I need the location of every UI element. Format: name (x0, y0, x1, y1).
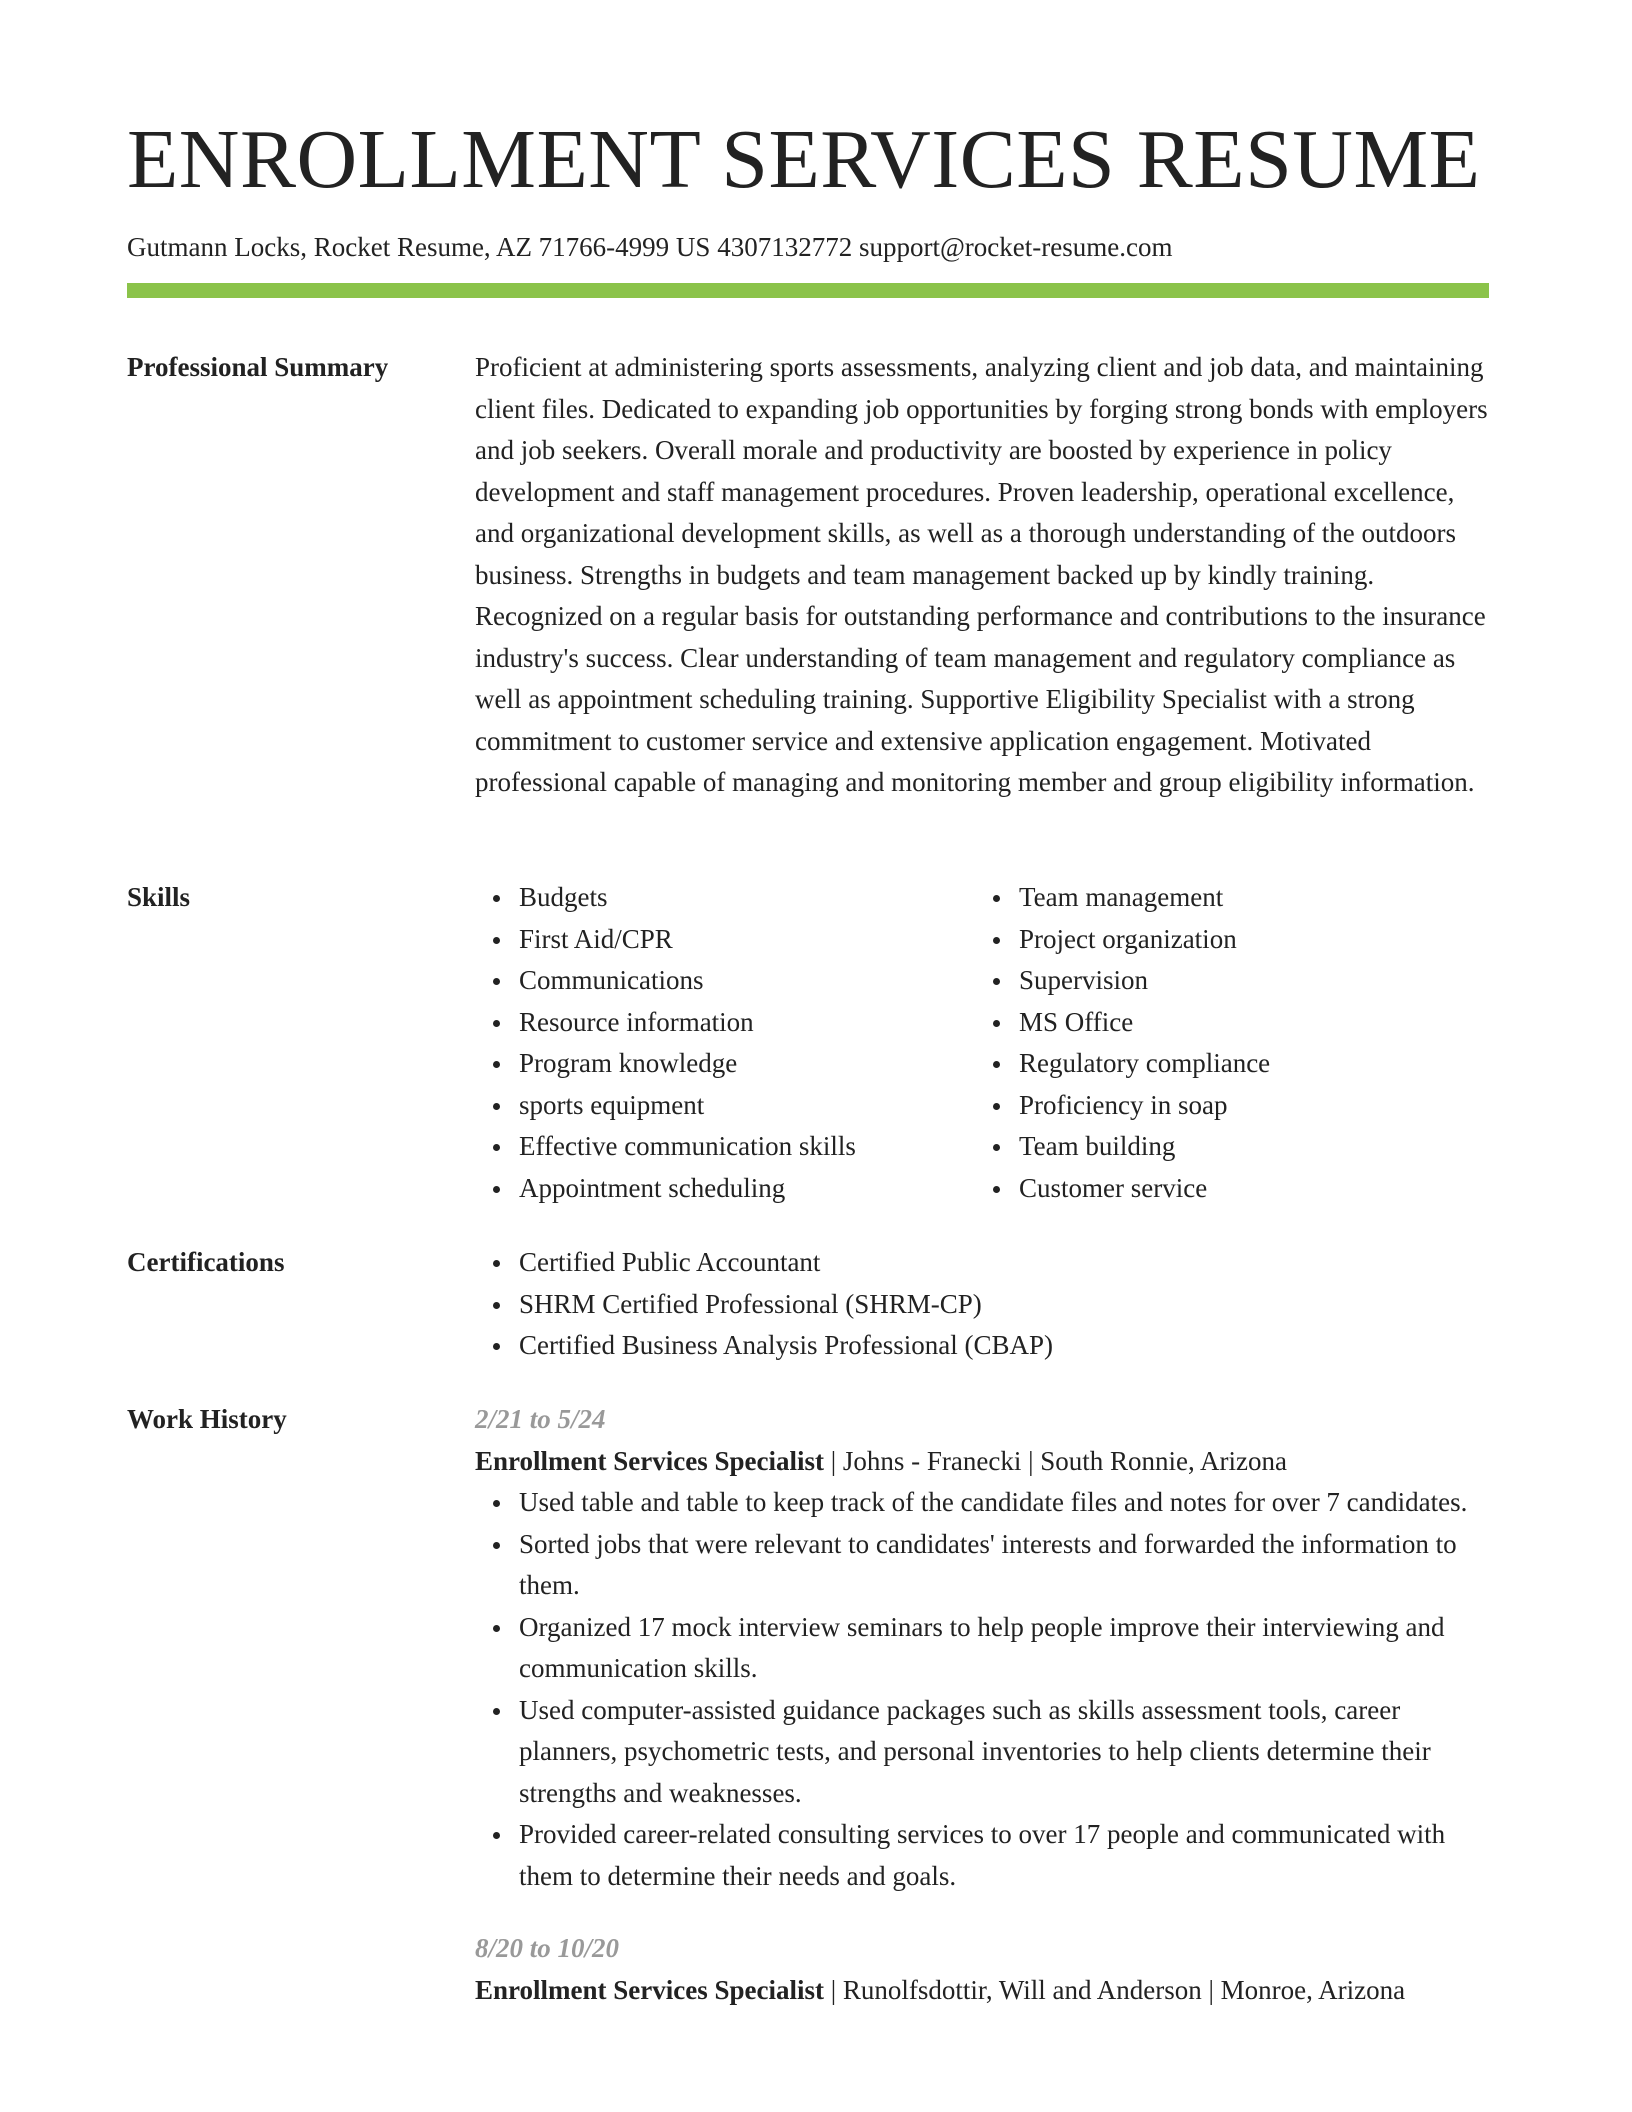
job-details: | Runolfsdottir, Will and Anderson | Monroe, Arizona (823, 1974, 1406, 2005)
job-bullet: Organized 17 mock interview seminars to help people improve their interviewing and communication skills. (519, 1607, 1489, 1690)
job-bullet: Sorted jobs that were relevant to candidates' interests and forwarded the information to them. (519, 1524, 1489, 1607)
job-bullet: Used computer-assisted guidance packages such as skills assessment tools, career planners, psychometric tests, and personal inventories to help clients determine their strengths and weaknesses. (519, 1690, 1489, 1815)
skills-label: Skills (127, 882, 191, 912)
skill-item: Customer service (1019, 1168, 1499, 1210)
skill-item: Effective communication skills (519, 1126, 999, 1168)
skill-item: sports equipment (519, 1085, 999, 1127)
resume-title: ENROLLMENT SERVICES RESUME (127, 113, 1481, 206)
job-details: | Johns - Franecki | South Ronnie, Arizona (823, 1445, 1287, 1476)
skill-item: First Aid/CPR (519, 919, 999, 961)
skill-item: Project organization (1019, 919, 1499, 961)
skills-columns (475, 877, 1489, 1209)
skill-item: Team building (1019, 1126, 1499, 1168)
job-bullet: Used table and table to keep track of the candidate files and notes for over 7 candidates. (519, 1482, 1489, 1524)
job-bullet: Provided career-related consulting services to over 17 people and communicated with them to determine their needs and goals. (519, 1814, 1489, 1897)
job-dates: 8/20 to 10/20 (475, 1933, 620, 1963)
summary-body (475, 347, 1489, 804)
job-entry (475, 1399, 1489, 1897)
certification-item: SHRM Certified Professional (SHRM-CP) (519, 1284, 1489, 1326)
skill-item: Communications (519, 960, 999, 1002)
certification-item: Certified Public Accountant (519, 1242, 1489, 1284)
summary-text: Proficient at administering sports assessments, analyzing client and job data, and maintaining client files. Dedicated to expanding job opportunities by forging strong bonds with employers and job seekers. Overall morale and productivity are boosted by experience in policy development and staff management procedures. Proven leadership, operational excellence, and organizational development skills, as well as a thorough understanding of the outdoors business. Strengths in budgets and team management backed up by kindly training. Recognized on a regular basis for outstanding performance and contributions to the insurance industry's success. Clear understanding of team management and regulatory compliance as well as appointment scheduling training. Supportive Eligibility Specialist with a strong commitment to customer service and extensive application engagement. Motivated professional capable of managing and monitoring member and group eligibility information. (475, 352, 1488, 797)
job-heading (475, 1970, 1489, 2012)
certifications-list (475, 1242, 1489, 1367)
job-dates: 2/21 to 5/24 (475, 1404, 606, 1434)
certification-item: Certified Business Analysis Professional (CBAP) (519, 1325, 1489, 1367)
skills-column-2 (975, 877, 1499, 1209)
skill-item: Proficiency in soap (1019, 1085, 1499, 1127)
skill-item: Budgets (519, 877, 999, 919)
certifications-body (475, 1242, 1489, 1367)
skill-item: Team management (1019, 877, 1499, 919)
skill-item: MS Office (1019, 1002, 1499, 1044)
summary-label: Professional Summary (127, 352, 389, 382)
job-bullets (475, 1482, 1489, 1897)
job-heading (475, 1441, 1489, 1483)
contact-line: Gutmann Locks, Rocket Resume, AZ 71766-4999 US 4307132772 support@rocket-resume.com (127, 232, 1173, 262)
job-title: Enrollment Services Specialist (475, 1445, 824, 1476)
work-history-label: Work History (127, 1404, 287, 1434)
certifications-label: Certifications (127, 1247, 285, 1277)
skill-item: Regulatory compliance (1019, 1043, 1499, 1085)
job-entry (475, 1928, 1489, 2011)
skills-column-1 (475, 877, 999, 1209)
skills-body (475, 877, 1489, 1209)
skill-item: Resource information (519, 1002, 999, 1044)
header-divider (127, 283, 1489, 298)
skill-item: Appointment scheduling (519, 1168, 999, 1210)
skill-item: Supervision (1019, 960, 1499, 1002)
work-history-body (475, 1399, 1489, 2011)
skill-item: Program knowledge (519, 1043, 999, 1085)
job-title: Enrollment Services Specialist (475, 1974, 824, 2005)
